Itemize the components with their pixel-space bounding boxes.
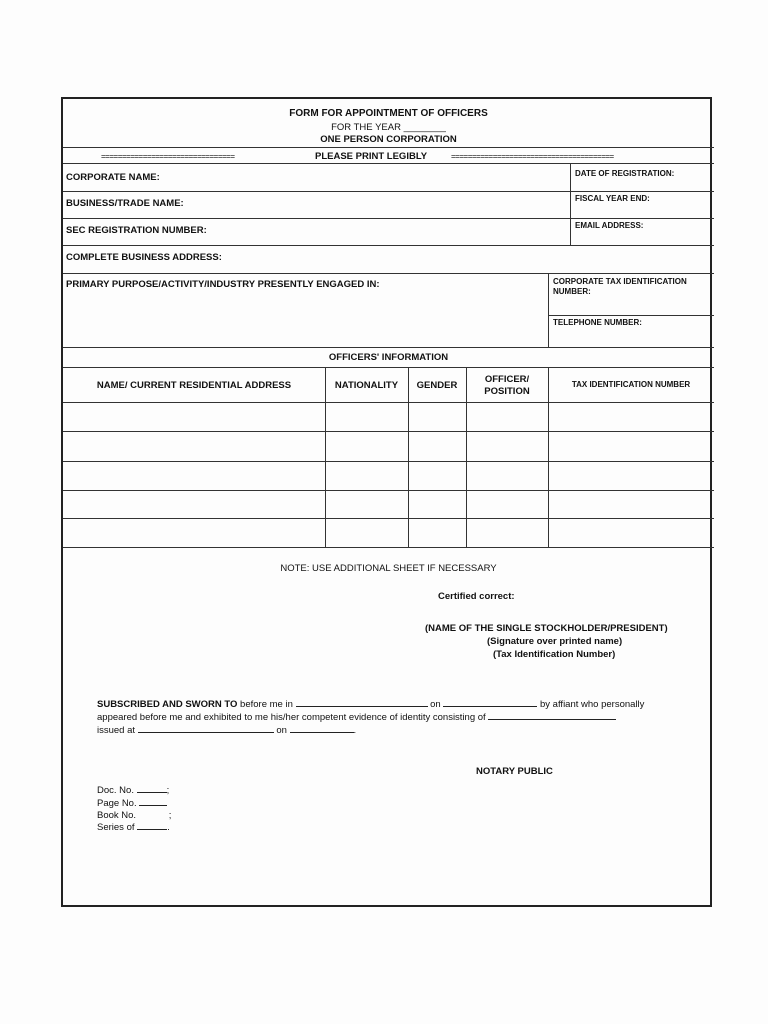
year-line: FOR THE YEAR ________ (331, 122, 446, 133)
blank-place[interactable] (296, 706, 428, 707)
notary-public-label: NOTARY PUBLIC (476, 766, 553, 777)
dash-right: ======================================= (451, 152, 614, 161)
officers-section-title: OFFICERS' INFORMATION (328, 352, 449, 363)
col-header-name: NAME/ CURRENT RESIDENTIAL ADDRESS (96, 380, 292, 391)
table-row-line (63, 461, 714, 462)
column-divider (408, 367, 409, 547)
sworn-line-1: SUBSCRIBED AND SWORN TO before me in on by affiant who personally (97, 699, 645, 710)
sworn-line-2: appeared before me and exhibited to me his/her competent evidence of identity consisting of (97, 712, 616, 723)
divider (63, 191, 714, 192)
blank-issued-on[interactable] (290, 732, 354, 733)
print-legibly-label: PLEASE PRINT LEGIBLY (315, 151, 428, 162)
col-header-tin: TAX IDENTIFICATION NUMBER (571, 380, 691, 389)
corporate-tin-label: CORPORATE TAX IDENTIFICATION NUMBER: (553, 277, 687, 296)
telephone-label: TELEPHONE NUMBER: (553, 318, 642, 327)
email-address-label: EMAIL ADDRESS: (575, 221, 644, 230)
table-bottom-line (63, 547, 714, 548)
series-of-line: Series of . (97, 822, 170, 833)
table-row-line (63, 431, 714, 432)
book-no-line: Book No. ; (97, 810, 172, 821)
divider (63, 147, 714, 148)
column-divider (548, 367, 549, 547)
sec-registration-label: SEC REGISTRATION NUMBER: (66, 225, 207, 236)
certified-correct: Certified correct: (438, 591, 515, 602)
col-header-position: OFFICER/ POSITION (484, 374, 530, 397)
column-divider (325, 367, 326, 547)
dash-left: ================================ (101, 152, 235, 161)
stockholder-name-caption: (NAME OF THE SINGLE STOCKHOLDER/PRESIDENT) (425, 623, 668, 634)
divider (63, 347, 714, 348)
form-subtitle: ONE PERSON CORPORATION (320, 134, 457, 145)
divider (548, 273, 549, 347)
col-header-gender: GENDER (416, 380, 458, 391)
divider (63, 273, 714, 274)
page-no-line: Page No. (97, 798, 167, 809)
corporate-name-label: CORPORATE NAME: (66, 172, 160, 183)
business-trade-name-label: BUSINESS/TRADE NAME: (66, 198, 184, 209)
form-title: FORM FOR APPOINTMENT OF OFFICERS (289, 108, 488, 119)
date-of-registration-label: DATE OF REGISTRATION: (575, 169, 675, 178)
blank-identity[interactable] (488, 719, 616, 720)
divider (570, 163, 571, 245)
divider (63, 367, 714, 368)
blank-date[interactable] (443, 706, 537, 707)
blank-page-no[interactable] (139, 805, 167, 806)
primary-purpose-label: PRIMARY PURPOSE/ACTIVITY/INDUSTRY PRESENTLY ENGAGED IN: (66, 279, 380, 290)
signature-caption: (Signature over printed name) (487, 636, 623, 647)
blank-doc-no[interactable] (137, 792, 167, 793)
divider (63, 163, 714, 164)
divider (63, 245, 714, 246)
additional-sheet-note: NOTE: USE ADDITIONAL SHEET IF NECESSARY (280, 563, 497, 574)
divider (548, 315, 714, 316)
column-divider (466, 367, 467, 547)
appointment-form (61, 97, 712, 907)
doc-no-line: Doc. No. ; (97, 785, 170, 796)
table-row-line (63, 518, 714, 519)
sworn-line-3: issued at on . (97, 725, 357, 736)
divider (63, 218, 714, 219)
table-row-line (63, 490, 714, 491)
table-row-line (63, 402, 714, 403)
fiscal-year-end-label: FISCAL YEAR END: (575, 194, 650, 203)
tin-caption: (Tax Identification Number) (493, 649, 616, 660)
complete-address-label: COMPLETE BUSINESS ADDRESS: (66, 252, 222, 263)
blank-series-of[interactable] (137, 829, 167, 830)
col-header-nationality: NATIONALITY (334, 380, 399, 391)
blank-issued-at[interactable] (138, 732, 274, 733)
